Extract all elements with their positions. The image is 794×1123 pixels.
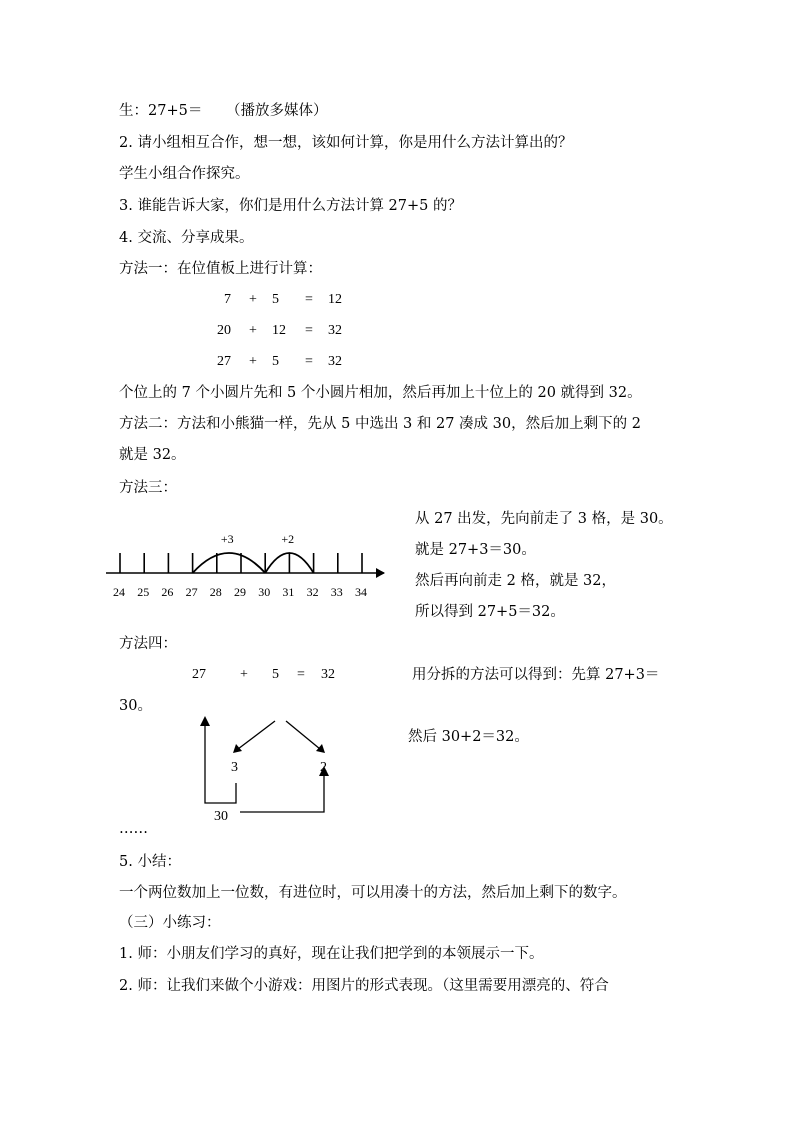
tick-label: 28 bbox=[209, 585, 222, 599]
tick-label: 30 bbox=[258, 585, 271, 599]
method-2-line-2: 就是 32。 bbox=[119, 447, 186, 463]
m1-r2-a: 20 bbox=[217, 323, 231, 338]
jump-label: +3 bbox=[220, 532, 234, 546]
split-sum-value: 30 bbox=[214, 809, 228, 824]
line-step-2: 2. 请小组相互合作，想一想，该如何计算，你是用什么方法计算出的？ bbox=[119, 135, 573, 151]
m4-eq-b: 5 bbox=[272, 667, 279, 682]
method-1-title: 方法一：在位值板上进行计算： bbox=[119, 261, 322, 277]
tick-label: 32 bbox=[306, 585, 319, 599]
tick-label: 24 bbox=[113, 585, 125, 599]
m1-r1-res: 12 bbox=[328, 292, 342, 307]
tick-label: 27 bbox=[185, 585, 198, 599]
practice-line-2: 2. 师：让我们来做个小游戏：用图片的形式表现。（这里需要用漂亮的、符合 bbox=[119, 978, 609, 994]
m1-r2-eq: = bbox=[305, 323, 313, 338]
m1-r1-op: + bbox=[249, 292, 257, 307]
method-3-title: 方法三： bbox=[119, 480, 177, 496]
m1-r3-a: 27 bbox=[217, 354, 231, 369]
ellipsis: …… bbox=[119, 821, 148, 837]
tick-label: 26 bbox=[161, 585, 174, 599]
summary-text: 一个两位数加上一位数，有进位时，可以用凑十的方法，然后加上剩下的数字。 bbox=[119, 885, 627, 901]
m4-eq-a: 27 bbox=[192, 667, 206, 682]
method-4-title: 方法四： bbox=[119, 636, 177, 652]
line-step-4: 4. 交流、分享成果。 bbox=[119, 230, 254, 246]
m1-r2-b: 12 bbox=[272, 323, 286, 338]
method-4-text-1: 用分拆的方法可以得到：先算 27+3＝ bbox=[412, 667, 660, 683]
m1-r3-op: + bbox=[249, 354, 257, 369]
line-student-answer: 生：27+5＝ bbox=[119, 103, 203, 119]
method-1-explanation: 个位上的 7 个小圆片先和 5 个小圆片相加，然后再加上十位上的 20 就得到 32。 bbox=[119, 385, 642, 401]
summary-title: 5. 小结： bbox=[119, 854, 181, 870]
tick-label: 34 bbox=[355, 585, 367, 599]
method-4-text-3: 然后 30+2＝32。 bbox=[408, 729, 529, 745]
method-3-text-2: 就是 27+3＝30。 bbox=[415, 542, 536, 558]
m4-eq-op: + bbox=[240, 667, 248, 682]
tick-label: 29 bbox=[234, 585, 246, 599]
jump-label: +2 bbox=[281, 532, 295, 546]
combine-line-right bbox=[240, 774, 324, 812]
method-3-text-4: 所以得到 27+5＝32。 bbox=[415, 604, 565, 620]
method-3-text-3: 然后再向前走 2 格，就是 32， bbox=[415, 573, 617, 589]
m4-eq-eq: = bbox=[297, 667, 305, 682]
split-arrow-left-icon bbox=[233, 744, 242, 753]
m1-r3-b: 5 bbox=[272, 354, 279, 369]
m1-r3-res: 32 bbox=[328, 354, 342, 369]
method-2-line-1: 方法二：方法和小熊猫一样，先从 5 中选出 3 和 27 凑成 30，然后加上剩下的 2 bbox=[119, 416, 641, 432]
split-arrow-right-icon bbox=[316, 744, 325, 753]
m1-r1-eq: = bbox=[305, 292, 313, 307]
practice-line-1: 1. 师：小朋友们学习的真好，现在让我们把学到的本领展示一下。 bbox=[119, 946, 544, 962]
m1-r3-eq: = bbox=[305, 354, 313, 369]
method-4-text-2: 30。 bbox=[119, 698, 152, 714]
split-line-right bbox=[286, 721, 320, 749]
line-explore: 学生小组合作探究。 bbox=[119, 166, 250, 182]
split-right-value: 2 bbox=[320, 760, 327, 775]
m4-eq-res: 32 bbox=[321, 667, 335, 682]
tick-label: 25 bbox=[137, 585, 150, 599]
m1-r1-b: 5 bbox=[272, 292, 279, 307]
method-3-text-1: 从 27 出发，先向前走了 3 格，是 30。 bbox=[415, 511, 673, 527]
split-left-value: 3 bbox=[231, 760, 238, 775]
line-media-note: （播放多媒体） bbox=[226, 103, 328, 119]
m1-r2-op: + bbox=[249, 323, 257, 338]
tick-label: 33 bbox=[330, 585, 343, 599]
m1-r1-a: 7 bbox=[224, 292, 231, 307]
combine-arrow-up-icon bbox=[200, 716, 210, 726]
tick-label: 31 bbox=[282, 585, 295, 599]
m1-r2-res: 32 bbox=[328, 323, 342, 338]
line-step-3: 3. 谁能告诉大家，你们是用什么方法计算 27+5 的？ bbox=[119, 198, 462, 214]
practice-title: （三）小练习： bbox=[119, 915, 221, 931]
split-line-left bbox=[238, 721, 275, 749]
